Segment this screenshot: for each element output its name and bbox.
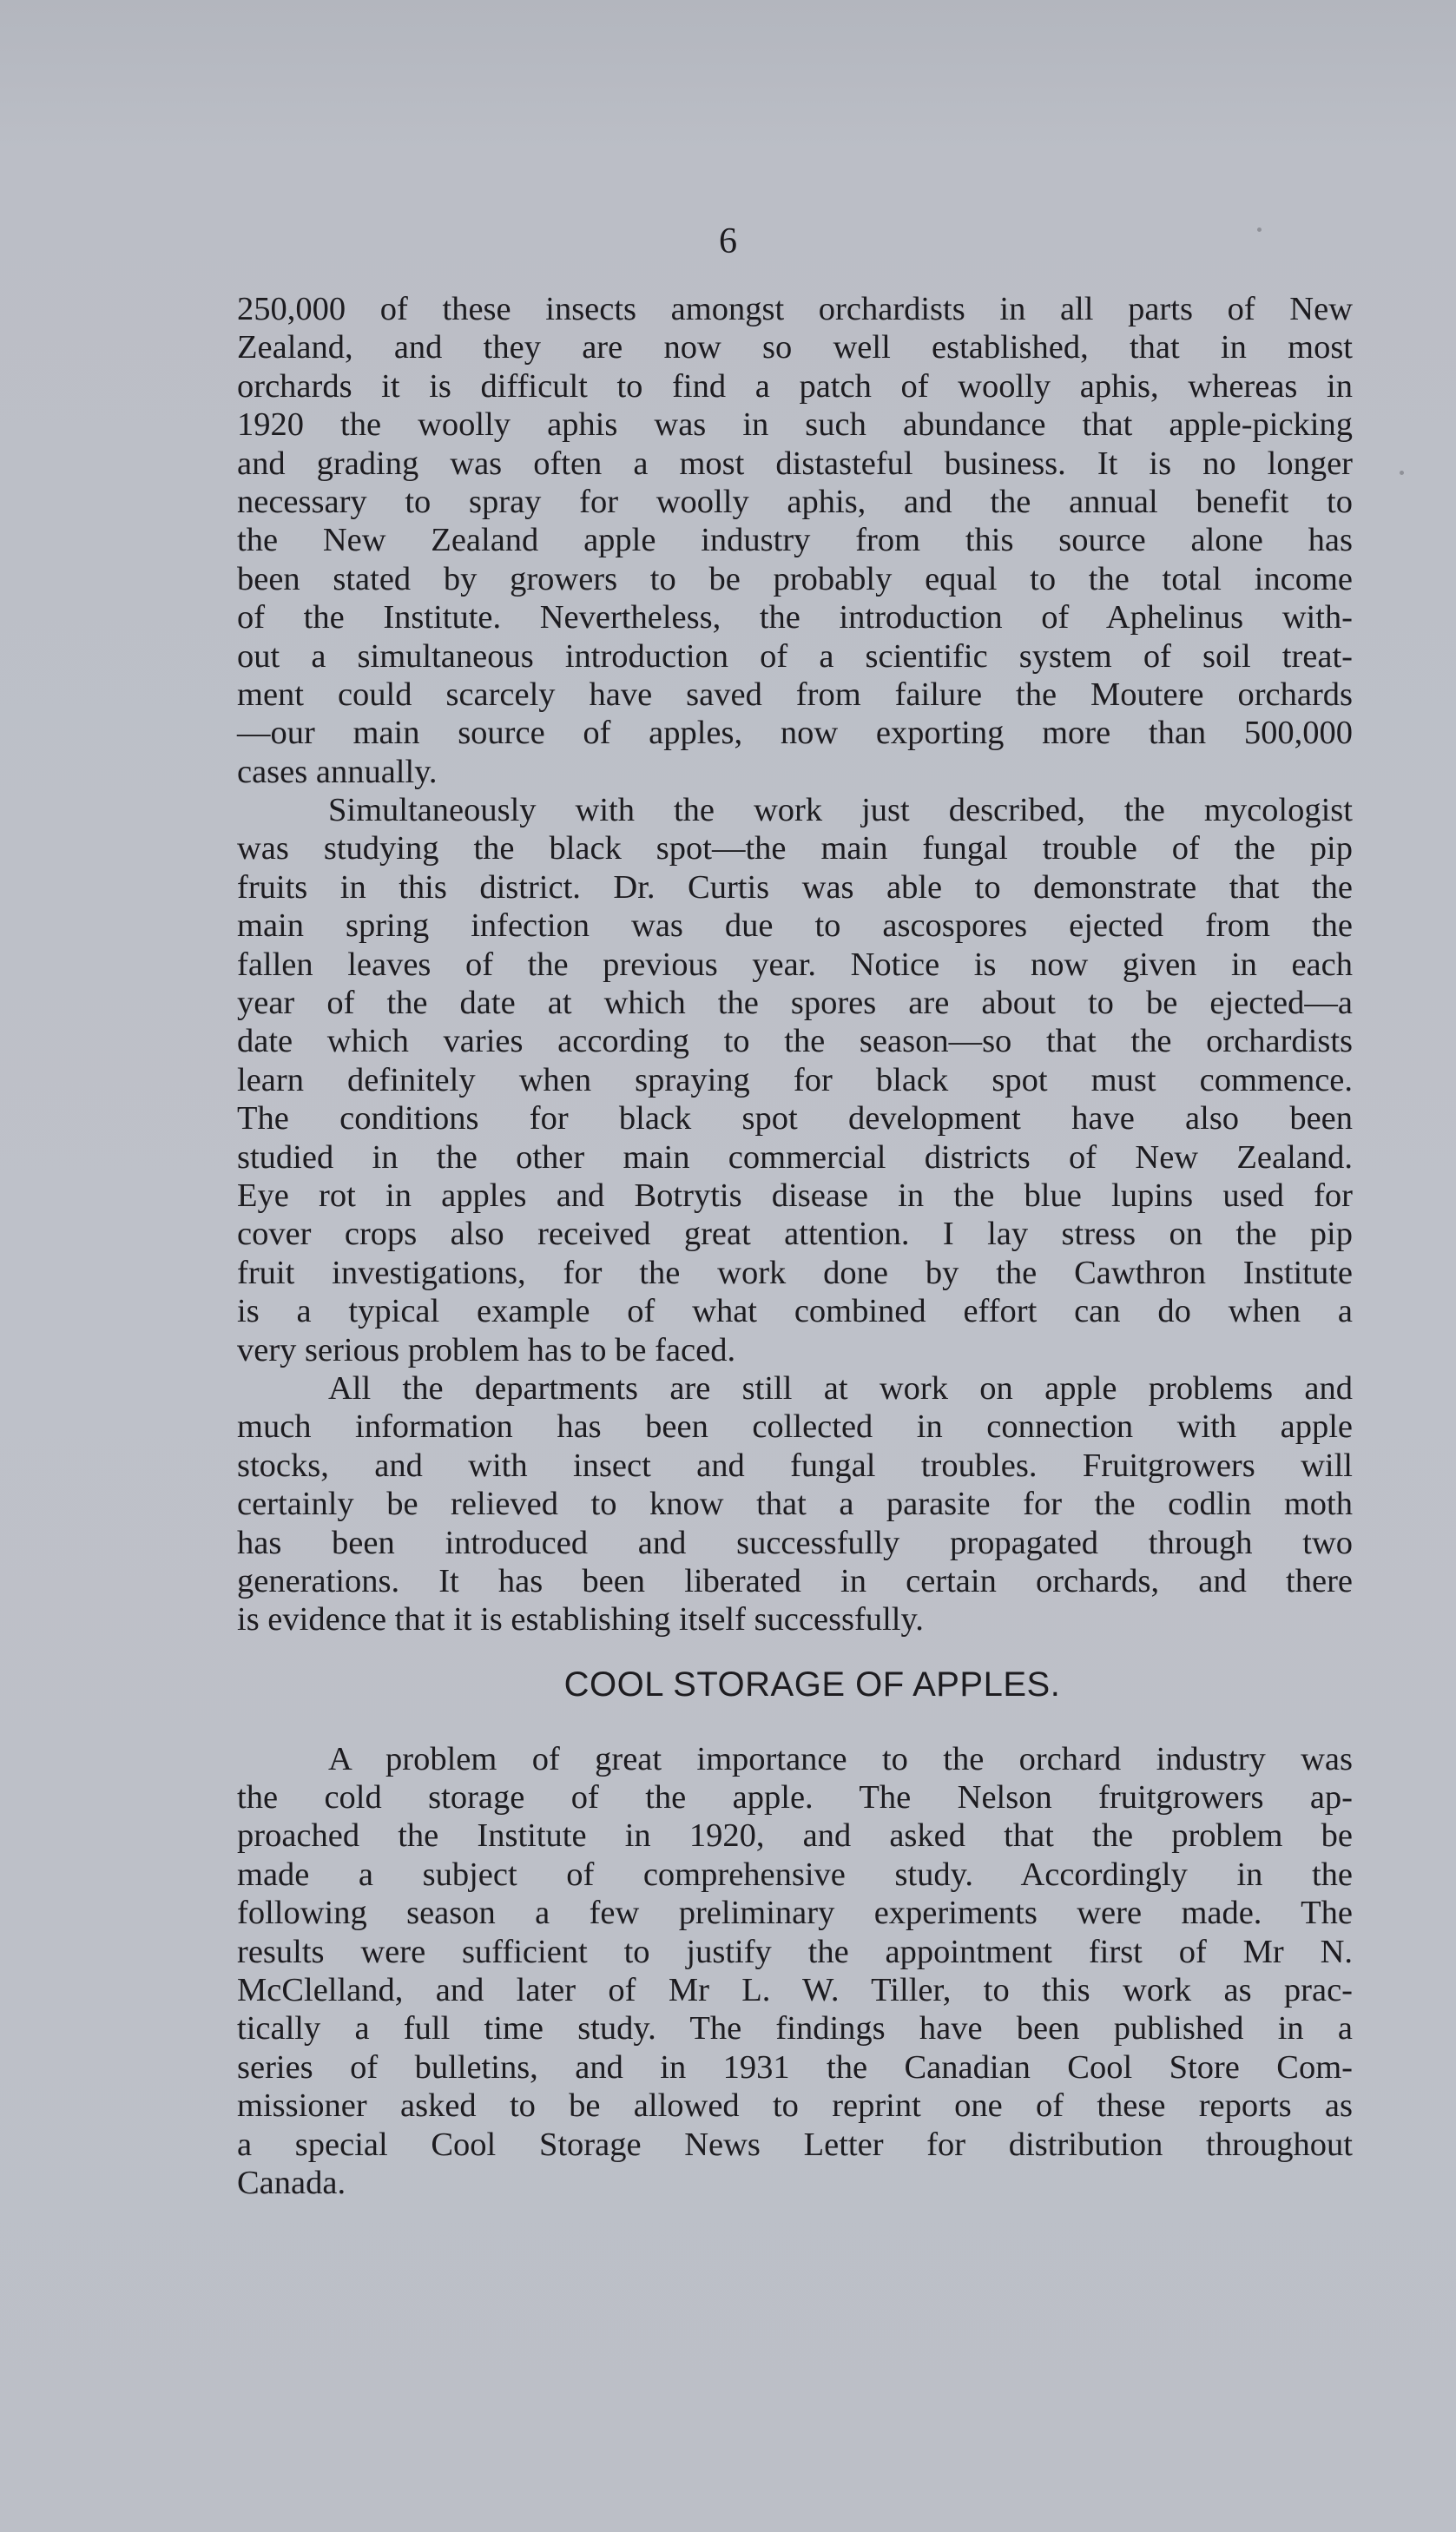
- text-line: 1920 the woolly aphis was in such abundance that apple-picking: [237, 406, 1353, 444]
- text-line: out a simultaneous introduction of a scientific system of soil treat-: [237, 637, 1353, 675]
- body-text: [237, 290, 1353, 2202]
- text-line: certainly be relieved to know that a parasite for the codlin moth: [237, 1486, 1353, 1523]
- section-heading: COOL STORAGE OF APPLES.: [563, 1665, 1061, 1704]
- text-line: series of bulletins, and in 1931 the Canadian Cool Store Com-: [237, 2048, 1353, 2086]
- text-line: Eye rot in apples and Botrytis disease in the blue lupins used for: [237, 1177, 1353, 1214]
- paragraph-cool-storage: [237, 1740, 1353, 2203]
- text-line: McClelland, and later of Mr L. W. Tiller, to this work as prac-: [237, 1972, 1353, 2009]
- text-line: is a typical example of what combined effort can do when a: [237, 1293, 1353, 1330]
- text-line: A problem of great importance to the orchard industry was: [328, 1740, 1353, 1777]
- text-line: very serious problem has to be faced.: [237, 1331, 736, 1368]
- text-line: cover crops also received great attention. I lay stress on the pip: [237, 1216, 1353, 1253]
- text-line: date which varies according to the season—so that the orchardists: [237, 1023, 1353, 1060]
- text-line: learn definitely when spraying for black spot must commence.: [237, 1061, 1353, 1098]
- text-line: cases annually.: [237, 753, 438, 790]
- text-line: year of the date at which the spores are about to be ejected—a: [237, 985, 1353, 1022]
- page-number: 6: [719, 221, 737, 261]
- text-line: studied in the other main commercial districts of New Zealand.: [237, 1138, 1353, 1176]
- text-line: stocks, and with insect and fungal troubles. Fruitgrowers will: [237, 1447, 1353, 1484]
- paragraph-black-spot: [237, 791, 1353, 1369]
- text-line: a special Cool Storage News Letter for distribution throughout: [237, 2126, 1353, 2163]
- text-line: results were sufficient to justify the appointment first of Mr N.: [237, 1933, 1353, 1970]
- paragraph-woolly-aphis: [237, 290, 1353, 791]
- text-line: is evidence that it is establishing itself successfully.: [237, 1601, 924, 1639]
- text-line: missioner asked to be allowed to reprint one of these reports as: [237, 2087, 1353, 2125]
- paragraph-departments: [237, 1369, 1353, 1639]
- text-line: fruit investigations, for the work done by the Cawthron Institute: [237, 1254, 1353, 1291]
- text-line: the cold storage of the apple. The Nelson fruitgrowers ap-: [237, 1779, 1353, 1817]
- text-line: —our main source of apples, now exporting more than 500,000: [237, 715, 1353, 752]
- text-line: fallen leaves of the previous year. Notice is now given in each: [237, 946, 1353, 983]
- text-line: proached the Institute in 1920, and asked that the problem be: [237, 1817, 1353, 1855]
- text-line: fruits in this district. Dr. Curtis was able to demonstrate that the: [237, 868, 1353, 906]
- text-line: main spring infection was due to ascospores ejected from the: [237, 907, 1353, 945]
- text-line: tically a full time study. The findings have been published in a: [237, 2010, 1353, 2047]
- text-line: has been introduced and successfully propagated through two: [237, 1524, 1353, 1561]
- text-line: ment could scarcely have saved from failure the Moutere orchards: [237, 676, 1353, 713]
- text-line: and grading was often a most distasteful business. It is no longer: [237, 445, 1353, 482]
- text-line: All the departments are still at work on apple problems and: [328, 1369, 1353, 1407]
- text-line: was studying the black spot—the main fungal trouble of the pip: [237, 830, 1353, 867]
- text-line: made a subject of comprehensive study. Accordingly in the: [237, 1856, 1353, 1893]
- paper-speck: [1400, 471, 1404, 475]
- text-line: the New Zealand apple industry from this source alone has: [237, 522, 1353, 559]
- text-line: 250,000 of these insects amongst orchardists in all parts of New: [237, 291, 1353, 327]
- text-line: Simultaneously with the work just described, the mycologist: [328, 792, 1353, 829]
- text-line: Zealand, and they are now so well established, that in most: [237, 329, 1353, 366]
- text-line: been stated by growers to be probably equal to the total income: [237, 560, 1353, 597]
- text-line: of the Institute. Nevertheless, the introduction of Aphelinus with-: [237, 599, 1353, 636]
- text-line: following season a few preliminary experiments were made. The: [237, 1895, 1353, 1932]
- text-line: much information has been collected in connection with apple: [237, 1408, 1353, 1446]
- text-line: generations. It has been liberated in certain orchards, and there: [237, 1562, 1353, 1599]
- text-line: The conditions for black spot development have also been: [237, 1100, 1353, 1137]
- text-line: orchards it is difficult to find a patch of woolly aphis, whereas in: [237, 367, 1353, 405]
- text-line: Canada.: [237, 2164, 346, 2201]
- text-line: necessary to spray for woolly aphis, and the annual benefit to: [237, 483, 1353, 520]
